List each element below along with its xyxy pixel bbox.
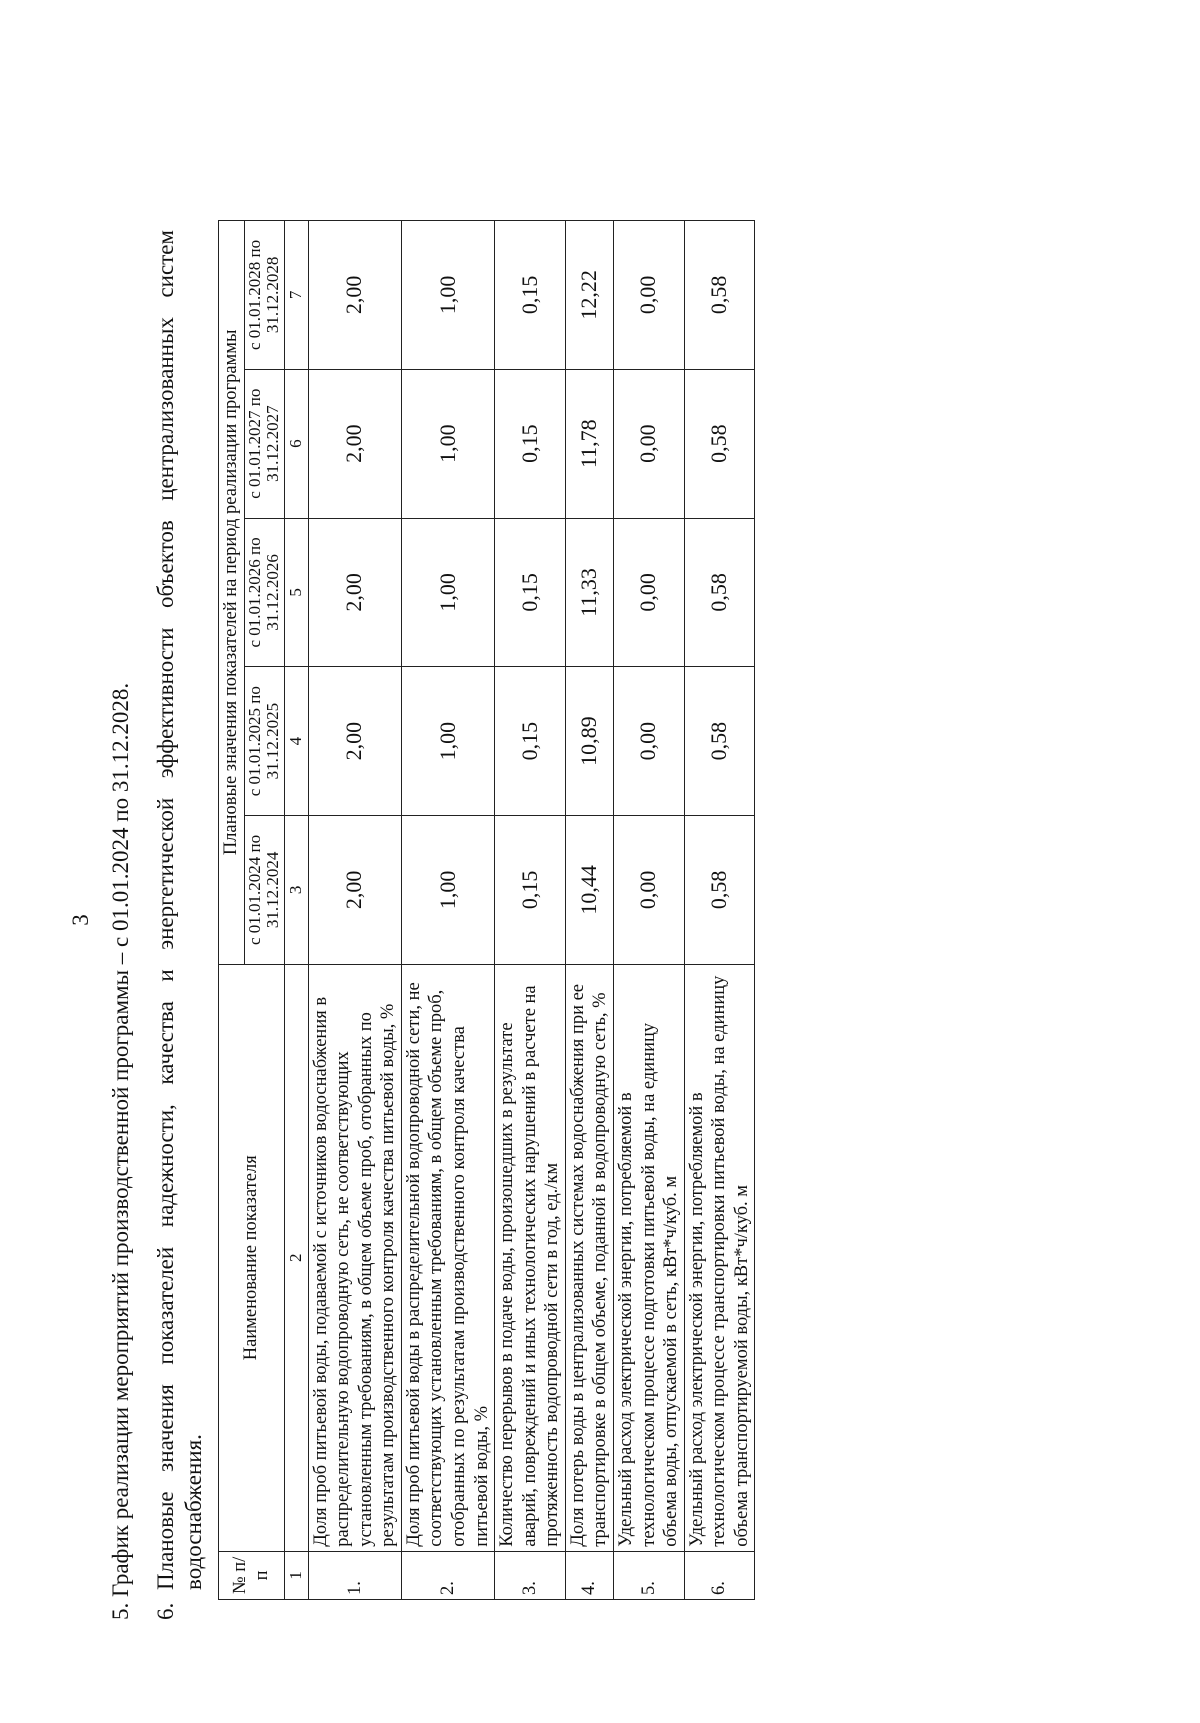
rotated-document-page [60, 140, 1140, 1700]
indicator-value: 1,00 [401, 221, 494, 370]
row-number: 1. [308, 1551, 401, 1599]
indicator-value: 0,00 [613, 518, 684, 667]
indicator-value: 0,58 [684, 667, 755, 816]
indicator-value: 2,00 [308, 667, 401, 816]
row-number: 6. [684, 1551, 755, 1599]
section-6-number: 6. [153, 1602, 178, 1620]
section-6-text-1: Плановые значения показателей надежности, качества и энергетической эффективности объектов централизованных систем [153, 230, 178, 1590]
indicator-value: 0,15 [495, 816, 566, 965]
table-row [401, 221, 494, 1600]
section-5-text: График реализации мероприятий производственной программы – с 01.01.2024 по 31.12.2028. [108, 682, 133, 1597]
table-row [613, 221, 684, 1600]
indicator-value: 2,00 [308, 816, 401, 965]
header-row-index [284, 221, 308, 1600]
table-row [495, 221, 566, 1600]
indicator-value: 2,00 [308, 369, 401, 518]
indicator-name: Удельный расход электрической энергии, потребляемой в технологическом процессе подготовки питьевой воды, на единицу объема воды, отпускаемой в сеть, кВт*ч/куб. м [613, 964, 684, 1551]
indicator-value: 10,89 [565, 667, 613, 816]
row-number: 3. [495, 1551, 566, 1599]
header-period-2028: с 01.01.2028 по 31.12.2028 [244, 221, 284, 370]
header-period-2027: с 01.01.2027 по 31.12.2027 [244, 369, 284, 518]
table-row [565, 221, 613, 1600]
table-row [308, 221, 401, 1600]
indicator-value: 12,22 [565, 221, 613, 370]
header-period-2024: с 01.01.2024 по 31.12.2024 [244, 816, 284, 965]
header-index: 5 [284, 518, 308, 667]
indicator-value: 2,00 [308, 518, 401, 667]
row-number: 4. [565, 1551, 613, 1599]
indicator-value: 0,58 [684, 816, 755, 965]
section-5-schedule [108, 683, 134, 1620]
indicator-value: 10,44 [565, 816, 613, 965]
indicator-value: 0,15 [495, 667, 566, 816]
indicator-name: Удельный расход электрической энергии, потребляемой в технологическом процессе транспортировки питьевой воды, на единицу объема транспортируемой воды, кВт*ч/куб. м [684, 964, 755, 1551]
section-6-heading [152, 230, 207, 1620]
indicator-value: 1,00 [401, 369, 494, 518]
header-index: 3 [284, 816, 308, 965]
indicator-value: 1,00 [401, 518, 494, 667]
indicator-value: 0,58 [684, 369, 755, 518]
header-period-2025: с 01.01.2025 по 31.12.2025 [244, 667, 284, 816]
table-row [684, 221, 755, 1600]
header-row-group [219, 221, 245, 1600]
indicator-value: 0,00 [613, 816, 684, 965]
section-6-line-1 [152, 230, 180, 1620]
page-number: 3 [68, 914, 93, 926]
indicator-name: Доля проб питьевой воды, подаваемой с источников водоснабжения в распределительную водопроводную сеть, не соответствующих установленным требованиям, в общем объеме проб, отобранных по результатам производственного контроля качества питьевой воды, % [308, 964, 401, 1551]
indicator-value: 0,15 [495, 518, 566, 667]
indicators-table [218, 220, 755, 1600]
header-index: 1 [284, 1551, 308, 1599]
section-6-line-2: водоснабжения. [180, 1434, 206, 1590]
header-num: № п/п [219, 1551, 285, 1599]
row-number: 2. [401, 1551, 494, 1599]
header-index: 6 [284, 369, 308, 518]
indicator-value: 2,00 [308, 221, 401, 370]
indicator-value: 0,58 [684, 221, 755, 370]
indicator-name: Доля потерь воды в централизованных системах водоснабжения при ее транспортировке в общем объеме, поданной в водопроводную сеть, % [565, 964, 613, 1551]
indicator-value: 0,58 [684, 518, 755, 667]
indicator-value: 0,00 [613, 221, 684, 370]
indicator-value: 11,78 [565, 369, 613, 518]
indicator-value: 11,33 [565, 518, 613, 667]
header-index: 2 [284, 964, 308, 1551]
indicator-value: 0,00 [613, 369, 684, 518]
indicator-name: Доля проб питьевой воды в распределительной водопроводной сети, не соответствующих установленным требованиям, в общем объеме проб, отобранных по результатам производственного контроля качества питьевой воды, % [401, 964, 494, 1551]
row-number: 5. [613, 1551, 684, 1599]
indicator-name: Количество перерывов в подаче воды, произошедших в результате аварий, повреждений и иных технологических нарушений в расчете на протяженность водопроводной сети в год, ед./км [495, 964, 566, 1551]
header-index: 7 [284, 221, 308, 370]
indicator-value: 0,15 [495, 221, 566, 370]
section-5-number: 5. [108, 1602, 133, 1620]
indicator-value: 1,00 [401, 816, 494, 965]
header-name: Наименование показателя [219, 964, 285, 1551]
indicator-value: 0,15 [495, 369, 566, 518]
indicator-value: 0,00 [613, 667, 684, 816]
header-plan-values: Плановые значения показателей на период реализации программы [219, 221, 245, 965]
indicator-value: 1,00 [401, 667, 494, 816]
header-index: 4 [284, 667, 308, 816]
header-period-2026: с 01.01.2026 по 31.12.2026 [244, 518, 284, 667]
